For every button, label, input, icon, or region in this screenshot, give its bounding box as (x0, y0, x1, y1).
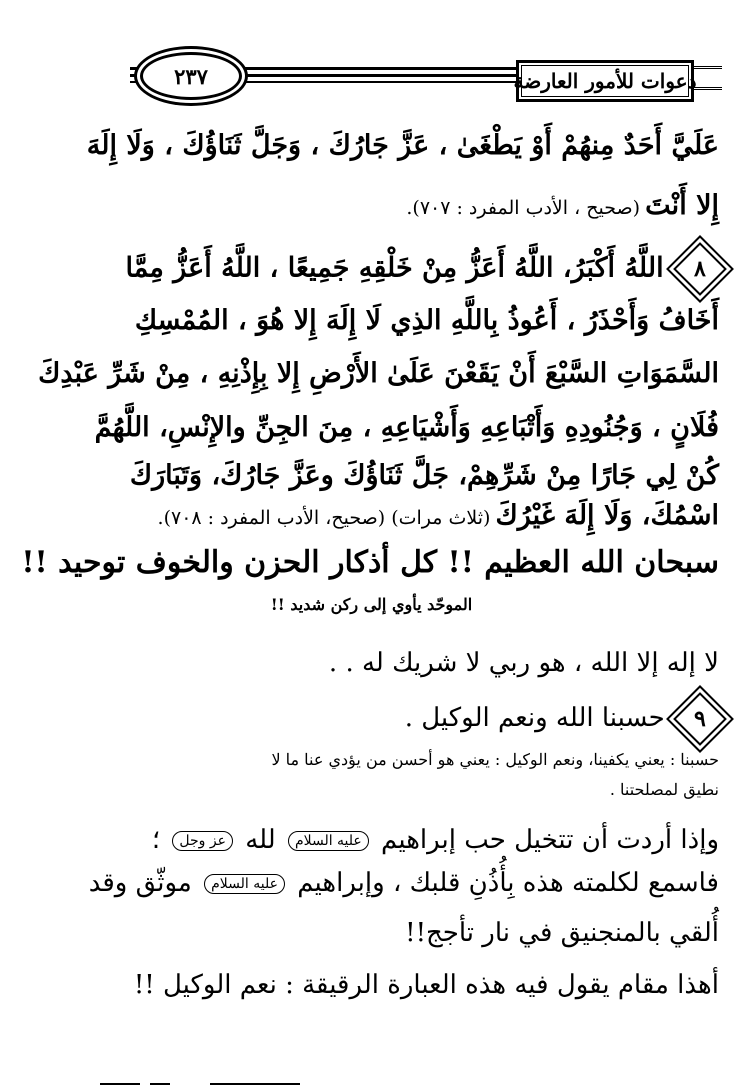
text-line: كُنْ لِي جَارًا مِنْ شَرِّهِمْ، جَلَّ ثَنَاؤُكَ وعَزَّ جَارُكَ، وَتَبَارَكَ (129, 460, 719, 491)
dua-line-8 (126, 250, 719, 288)
emphasis-line: سبحان الله العظيم !! كل أذكار الحزن والخوف توحيد !! (21, 545, 719, 580)
verse-text: حسبنا الله ونعم الوكيل . (404, 703, 665, 733)
footer-rule (100, 1083, 140, 1085)
footer-rule (150, 1083, 170, 1085)
text-line: أُلقي بالمنجنيق في نار تأجج!! (405, 918, 719, 948)
text-line: أَخَافُ وَأَحْذَرُ ، أَعُوذُ بِاللَّهِ الذِي لَا إِلَهَ إِلا هُوَ ، المُمْسِكِ (134, 305, 719, 336)
footer-rule (210, 1083, 300, 1085)
citation: (ثلاث مرات) (صحيح، الأدب المفرد : ٧٠٨). (157, 507, 491, 529)
text-line: فُلَانٍ ، وَجُنُودِهِ وَأَتْبَاعِهِ وَأَشْيَاعِهِ ، مِنَ الجِنِّ والإِنْسِ، اللَّهُمَّ (94, 412, 719, 443)
running-title: دعوات للأمور العارضة (516, 60, 694, 102)
text-line: السَّمَوَاتِ السَّبْعَ أَنْ يَقَعْنَ عَلَىٰ الأَرْضِ إِلا بِإِذْنِهِ ، مِنْ شَرِّ عَبْدِكَ (38, 358, 719, 389)
honorific-glyph: عليه السلام (288, 831, 369, 851)
text-line: وإذا أردت أن تتخيل حب إبراهيم عليه السلام لله عز وجل ؛ (151, 825, 719, 855)
verse-text: اللَّهُ أَكْبَرُ، اللَّهُ أَعَزُّ مِنْ خَلْقِهِ جَمِيعًا ، اللَّهُ أَعَزُّ مِمَّا (125, 252, 664, 284)
note-line: نطيق لمصلحتنا . (609, 780, 719, 799)
verse-text: اسْمُكَ، وَلَا إِلَهَ غَيْرُكَ (495, 500, 719, 531)
text-line (406, 190, 719, 221)
verse-text: إِلا أَنْتَ (645, 190, 719, 221)
citation: (صحيح ، الأدب المفرد : ٧٠٧). (406, 197, 641, 219)
text-line: أهذا مقام يقول فيه هذه العبارة الرقيقة : نعم الوكيل !! (133, 970, 719, 1000)
item-number-badge: ٩ (673, 692, 727, 746)
page-number: ٢٣٧ (140, 52, 242, 100)
text-line (158, 500, 719, 531)
emphasis-line: الموحّد يأوي إلى ركن شديد !! (270, 595, 473, 614)
text-line: لا إله إلا الله ، هو ربي لا شريك له . . (328, 648, 719, 678)
text-line: فاسمع لكلمته هذه بِأُذُنِ قلبك ، وإبراهيم عليه السلام موثّق وقد (88, 868, 719, 898)
honorific-glyph: عليه السلام (204, 874, 285, 894)
honorific-glyph: عز وجل (172, 831, 233, 851)
text-line: عَلَيَّ أَحَدٌ مِنهُمْ أَوْ يَطْغَىٰ ، عَزَّ جَارُكَ ، وَجَلَّ ثَنَاؤُكَ ، وَلَا إِلَهَ (86, 130, 719, 161)
item-number-badge: ٨ (673, 242, 727, 296)
note-line: حسبنا : يعني يكفينا، ونعم الوكيل : يعني هو أحسن من يؤدي عنا ما لا (271, 750, 719, 769)
dua-line-9 (405, 700, 719, 738)
